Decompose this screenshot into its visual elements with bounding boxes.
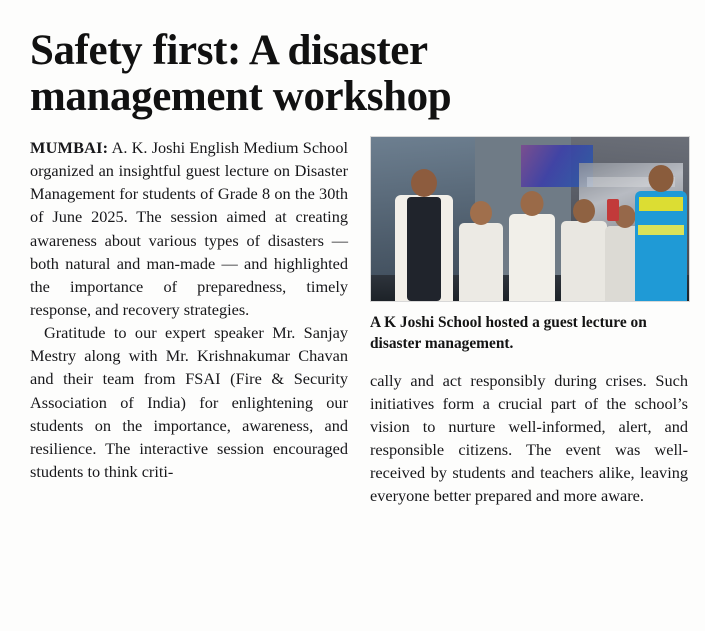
person-torso <box>561 221 607 301</box>
right-column <box>370 136 688 507</box>
person-head <box>649 165 674 192</box>
person-torso <box>459 223 503 301</box>
right-paragraph-1: cally and act responsibly during crises. Such initiatives form a crucial part of the school’s vision to nurture well-informed, alert, and responsible citizens. The event was well-received by students and teachers alike, leaving everyone better prepared and more aware. <box>370 370 688 506</box>
person-student-3 <box>559 187 609 301</box>
person-torso <box>509 214 555 301</box>
dateline: MUMBAI: <box>30 138 109 157</box>
left-paragraph-2: Gratitude to our expert speaker Mr. Sanjay Mestry along with Mr. Krishnakumar Chavan and their team from FSAI (Fire & Security Association of India) for enlightening our students on the importance, awareness, and resilience. The interactive session encouraged students to think criti- <box>30 323 348 481</box>
page-title: Safety first: A disaster management workshop <box>30 27 452 120</box>
person-head <box>470 201 492 225</box>
article-photo <box>370 136 690 302</box>
person-head <box>573 199 595 223</box>
safety-sash <box>639 197 683 211</box>
person-head <box>521 191 544 216</box>
id-badge <box>607 199 619 221</box>
left-column <box>30 136 348 483</box>
person-speaker-right <box>633 163 689 301</box>
left-paragraph-1-text: A. K. Joshi English Medium School organized an insightful guest lecture on Disaster Management for students of Grade 8 on the 30th of June 2025. The session aimed at creating awareness about various types of disasters — both natural and man-made — and highlighted the importance of preparedness, timely response, and recovery strategies. <box>30 138 348 319</box>
person-student-1 <box>457 189 505 301</box>
safety-sash-lower <box>638 225 684 235</box>
person-speaker-left <box>393 169 455 301</box>
person-student-2 <box>507 183 557 301</box>
article-body <box>30 136 688 507</box>
person-vest <box>407 197 441 301</box>
photo-caption: A K Joshi School hosted a guest lecture on disaster management. <box>370 314 647 353</box>
left-paragraph-1 <box>30 136 348 321</box>
person-head <box>411 169 437 197</box>
right-column-text <box>370 369 688 508</box>
